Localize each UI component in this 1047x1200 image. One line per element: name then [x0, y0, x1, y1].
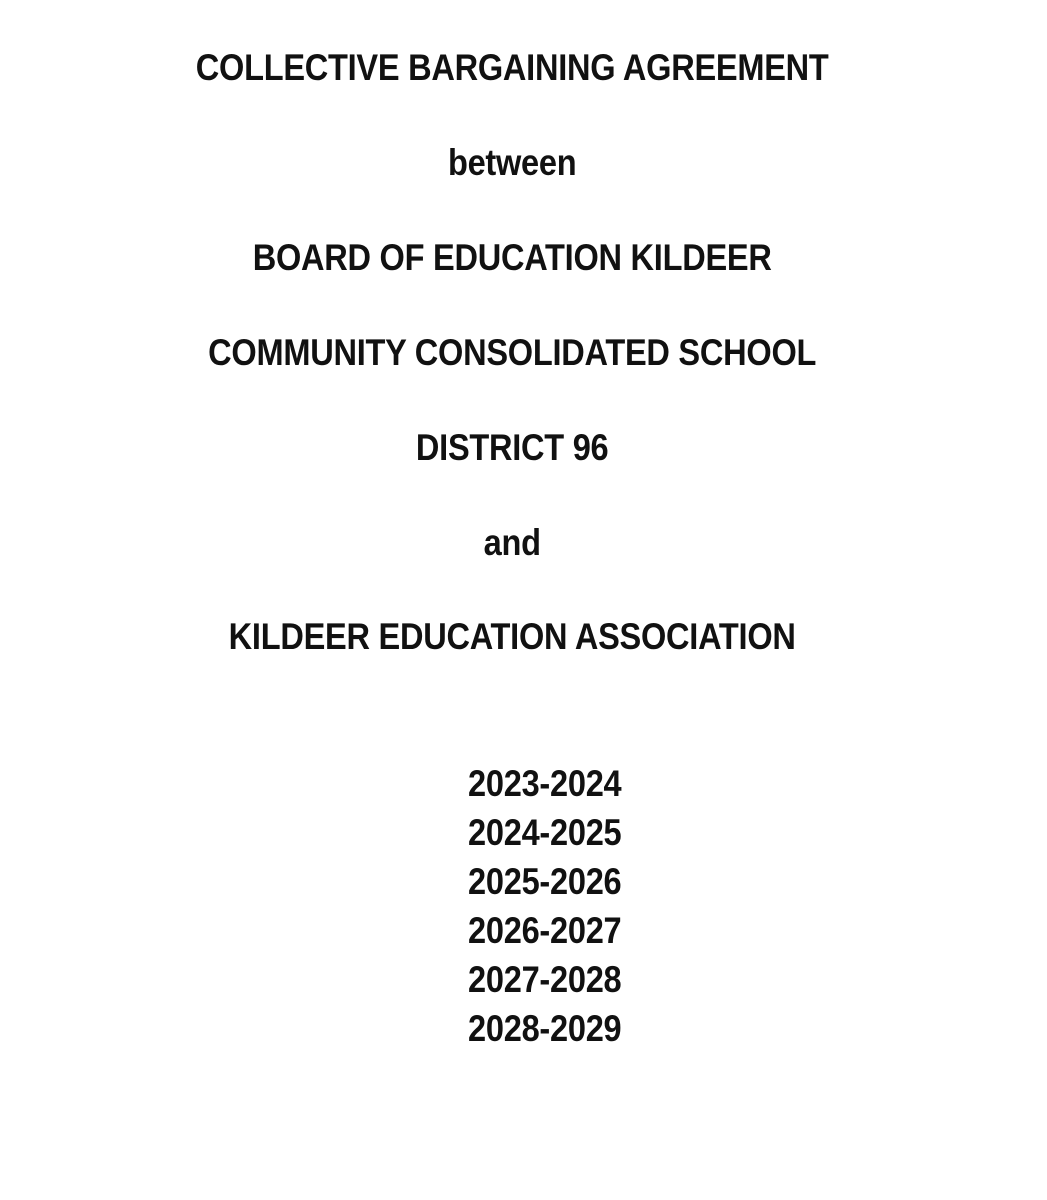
contract-year: 2023-2024: [468, 763, 622, 804]
contract-year: 2027-2028: [468, 959, 622, 1000]
board-name-line-2: COMMUNITY CONSOLIDATED SCHOOL: [208, 332, 817, 373]
contract-year: 2028-2029: [468, 1008, 622, 1049]
association-name: KILDEER EDUCATION ASSOCIATION: [228, 616, 796, 657]
agreement-title: COLLECTIVE BARGAINING AGREEMENT: [195, 47, 829, 88]
between-text: between: [447, 142, 577, 183]
district-name: DISTRICT 96: [415, 427, 609, 468]
board-name-line-1: BOARD OF EDUCATION KILDEER: [252, 237, 772, 278]
and-text: and: [483, 522, 541, 563]
contract-year: 2024-2025: [468, 812, 622, 853]
contract-years-list: [0, 759, 1047, 1053]
contract-year: 2025-2026: [468, 861, 622, 902]
contract-year: 2026-2027: [468, 910, 622, 951]
